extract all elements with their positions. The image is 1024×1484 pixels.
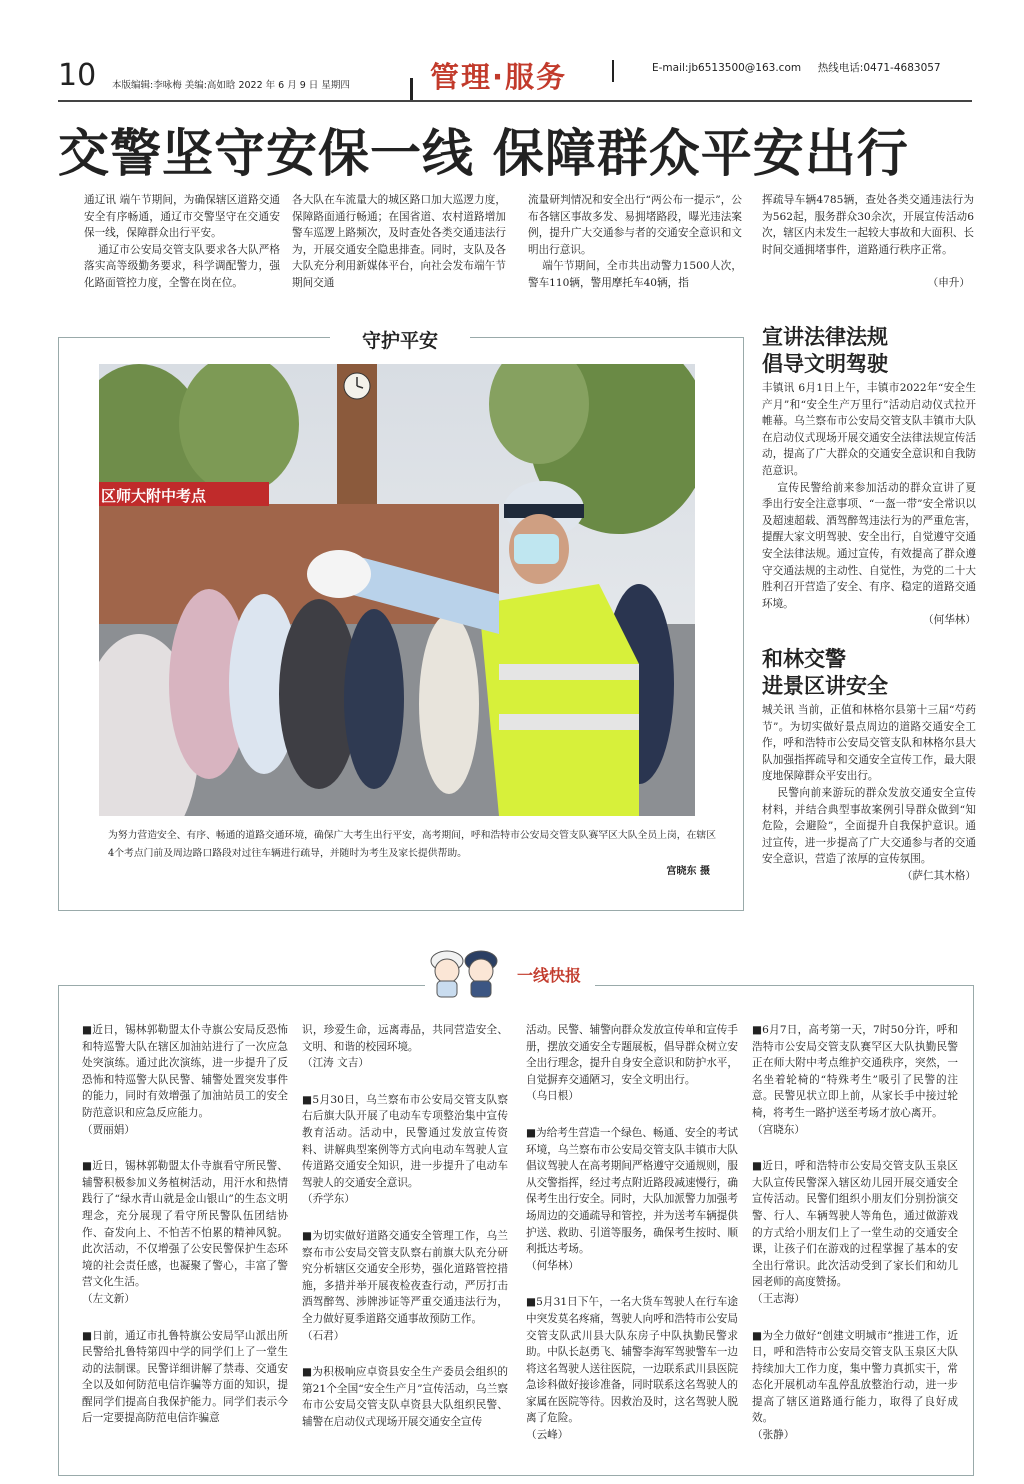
photographer-credit: 宫晓东 摄 [666, 866, 710, 877]
brief-item: ■为积极响应卓资县安全生产委员会组织的第21个全国“安全生产月”宣传活动，乌兰察布市公安局交管支队卓资县大队组织民警、辅警在启动仪式现场开展交通安全宣传 [302, 1366, 508, 1428]
side-article-2-author: （萨仁其木格） [901, 869, 976, 882]
lead-article-col3: 流量研判情况和安全出行“两公布一提示”，公布各辖区事故多发、易拥堵路段，曝光违法案例，提升广大交通参与者的交通安全意识和文明出行意识。 端午节期间，全市共出动警力1500人次，警车110辆，警用摩托车40辆，指 [528, 194, 742, 289]
side-article-2 [762, 646, 976, 885]
briefs-col1 [82, 1022, 288, 1427]
photo-box-title: 守护平安 [361, 330, 438, 352]
editor-credits: 本版编辑:李咏梅 美编:高如晗 2022 年 6 月 9 日 星期四 [112, 80, 350, 91]
brief-author: （乔学东） [302, 1193, 355, 1206]
side-article-1-title-line2: 倡导文明驾驶 [762, 352, 888, 376]
section-title: 管理·服务 [430, 60, 568, 94]
brief-item: ■5月31日下午，一名大货车驾驶人在行车途中突发莫名疼痛，驾驶人向呼和浩特市公安局交管支队武川县大队东房子中队执勤民警求助。中队长赵勇飞、辅警李海军驾驶警车一边将这名驾驶人送往医院，一边联系武川县医院急诊科做好接诊准备，同时联系这名驾驶人的家属在医院等待。因救治及时，这名驾驶人脱离了危险。 [526, 1296, 738, 1425]
side-article-1-author: （何华林） [923, 614, 976, 627]
masthead-divider-right [612, 60, 614, 82]
brief-author: （何华林） [526, 1259, 579, 1272]
brief-item: 识，珍爱生命，远离毒品，共同营造安全、文明、和谐的校园环境。 [302, 1024, 508, 1053]
lead-article-col1: 通辽讯 端午节期间，为确保辖区道路交通安全有序畅通，通辽市交警坚守在交通安保一线，保障群众出行平安。 通辽市公安局交管支队要求各大队严格落实高等级勤务要求，科学调配警力，强化路面管控力度，全警在岗在位。 [84, 194, 280, 289]
brief-author: （宫晓东） [752, 1123, 805, 1136]
side-article-2-title-line2: 进景区讲安全 [762, 674, 888, 698]
police-mascot-icon [425, 945, 505, 1000]
briefs-banner [425, 945, 595, 1000]
briefs-banner-title: 一线快报 [517, 966, 582, 985]
page-number: 10 [58, 58, 97, 93]
briefs-col4 [752, 1022, 958, 1444]
brief-author: （张静） [752, 1429, 795, 1442]
photo-school-sign: 区师大附中考点 [101, 487, 207, 505]
hotline-text: 热线电话:0471-4683057 [817, 62, 941, 74]
brief-item: 活动。民警、辅警向群众发放宣传单和宣传手册，摆放交通安全专题展板，倡导群众树立安全出行理念，提升自身安全意识和防护水平，自觉摒弃交通陋习，安全文明出行。 [526, 1024, 738, 1086]
side-article-1 [762, 324, 976, 629]
brief-item: ■近日，锡林郭勒盟太仆寺旗看守所民警、辅警积极参加义务植树活动，用汗水和热情践行了“绿水青山就是金山银山”的生态文明理念，充分展现了看守所民警队伍团结协作、奋发向上、不怕苦不怕累的精神风貌。此次活动，不仅增强了公安民警保护生态环境的社会责任感，也凝聚了警心，丰富了警营文化生活。 [82, 1160, 288, 1289]
email-text: E-mail:jb6513500@163.com [652, 62, 802, 74]
brief-item: ■日前，通辽市扎鲁特旗公安局罕山派出所民警给扎鲁特第四中学的同学们上了一堂生动的法制课。民警详细讲解了禁毒、交通安全以及如何防范电信诈骗等方面的知识，提醒同学们提高自我保护能力。同学们表示今后一定要提高防范电信诈骗意 [82, 1329, 288, 1425]
lead-article-author: （申升） [927, 277, 970, 289]
brief-item: ■近日，呼和浩特市公安局交管支队玉泉区大队宣传民警深入辖区幼儿园开展交通安全宣传活动。民警们组织小朋友们分别扮演交警、行人、车辆驾驶人等角色，通过做游戏的方式给小朋友们上了一堂生动的交通安全课，让孩子们在游戏的过程掌握了基本的安全出行常识。此次活动受到了家长们和幼儿园老师的高度赞扬。 [752, 1160, 958, 1289]
brief-item: ■为给考生营造一个绿色、畅通、安全的考试环境，乌兰察布市公安局交管支队丰镇市大队倡议驾驶人在高考期间严格遵守交通规则，服从交警指挥，经过考点附近路段减速慢行，确保考生出行安全。同时，大队加派警力加强考场周边的交通疏导和管控，并为送考车辆提供护送、救助、引道等服务，确保考生按时、顺利抵达考场。 [526, 1126, 738, 1256]
briefs-col3 [526, 1022, 738, 1444]
side-article-2-title-line1: 和林交警 [762, 647, 846, 671]
main-headline: 交警坚守安保一线 保障群众平安出行 [58, 125, 909, 184]
brief-item: ■为全力做好“创建文明城市”推进工作，近日，呼和浩特市公安局交管支队玉泉区大队持续加大工作力度，集中警力真抓实干，常态化开展机动车乱停乱放整治行动，进一步提高了辖区道路通行能力，取得了良好成效。 [752, 1329, 958, 1425]
news-photo [99, 364, 695, 816]
lead-article-col2: 各大队在车流量大的城区路口加大巡逻力度，保障路面通行畅通；在国省道、农村道路增加警车巡逻上路频次，及时查处各类交通违法行为，开展交通安全隐患排查。同时，支队及各大队充分利用新媒体平台，向社会发布端午节期间交通 [292, 194, 506, 289]
brief-author: （云峰） [526, 1429, 569, 1442]
brief-author: （贾丽娟） [82, 1123, 135, 1136]
masthead-divider-left [410, 78, 413, 100]
side-article-2-body: 城关讯 当前，正值和林格尔县第十三届“芍药节”。为切实做好景点周边的道路交通安全工作，呼和浩特市公安局交管支队和林格尔县大队加强指挥疏导和交通安全宣传工作，最大限度地保障群众平安出行。 民警向前来游玩的群众发放交通安全宣传材料，并结合典型事故案例引导群众做到“知危险，会避险”，全面提升自我保护意识。通过宣传，进一步提高了广大交通参与者的交通安全意识，营造了浓厚的宣传氛围。 [762, 704, 976, 866]
brief-item: ■为切实做好道路交通安全管理工作，乌兰察布市公安局交管支队察右前旗大队充分研究分析辖区交通安全形势，强化道路管控措施，多措并举开展夜检夜查行动，严厉打击酒驾醉驾、涉牌涉证等严重交通违法行为，全力做好夏季道路交通事故预防工作。 [302, 1229, 508, 1325]
brief-item: ■5月30日，乌兰察布市公安局交管支队察右后旗大队开展了电动车专项整治集中宣传教育活动。活动中，民警通过发放宣传资料、讲解典型案例等方式向电动车驾驶人宣传道路交通安全知识，进一步提升了电动车驾驶人的交通安全意识。 [302, 1093, 508, 1189]
briefs-col2 [302, 1022, 508, 1430]
brief-item: ■近日，锡林郭勒盟太仆寺旗公安局反恐怖和特巡警大队在辖区加油站进行了一次应急处突演练。通过此次演练，进一步提升了反恐怖和特巡警大队民警、辅警处置突发事件的能力，同时有效增强了加油站员工的安全防范意识和应急反应能力。 [82, 1024, 288, 1119]
lead-article-col4: 挥疏导车辆4785辆，查处各类交通违法行为为562起，服务群众30余次，开展宣传活动6次，辖区内未发生一起较大事故和大面积、长时间交通拥堵事件，道路通行秩序正常。 [762, 194, 974, 256]
side-article-1-body: 丰镇讯 6月1日上午，丰镇市2022年“安全生产月”和“安全生产万里行”活动启动仪式拉开帷幕。乌兰察布市公安局交管支队丰镇市大队在启动仪式现场开展交通安全法律法规宣传活动，提高了广大群众的交通安全意识和自我防范意识。 宣传民警给前来参加活动的群众宣讲了夏季出行安全注意事项、“一盔一带”安全常识以及超速超载、酒驾醉驾违法行为的严重危害，提醒大家文明驾驶、安全出行，自觉遵守交通安全法律法规。通过宣传，有效提高了群众遵守交通法规的主动性、自觉性，为党的二十大胜利召开营造了安全、有序、稳定的道路交通环境。 [762, 382, 976, 610]
side-article-1-title-line1: 宣讲法律法规 [762, 325, 888, 349]
brief-author: （乌日根） [526, 1090, 579, 1103]
photo-caption: 为努力营造安全、有序、畅通的道路交通环境，确保广大考生出行平安，高考期间，呼和浩特市公安局交管支队赛罕区大队全员上岗，在辖区4个考点门前及周边路口路段对过往车辆进行疏导，并随时为考生及家长提供帮助。 [108, 830, 716, 859]
email-contact [652, 60, 941, 75]
brief-author: （江涛 文吉） [302, 1057, 369, 1070]
brief-author: （王志海） [752, 1292, 805, 1305]
brief-item: ■6月7日，高考第一天，7时50分许，呼和浩特市公安局交管支队赛罕区大队执勤民警正在师大附中考点维护交通秩序，突然，一名坐着轮椅的“特殊考生”吸引了民警的注意。民警见状立即上前，从家长手中接过轮椅，将考生一路护送至考场才放心离开。 [752, 1024, 958, 1119]
brief-author: （石君） [302, 1329, 345, 1342]
masthead-rule [58, 100, 972, 102]
brief-author: （左文新） [82, 1292, 135, 1305]
